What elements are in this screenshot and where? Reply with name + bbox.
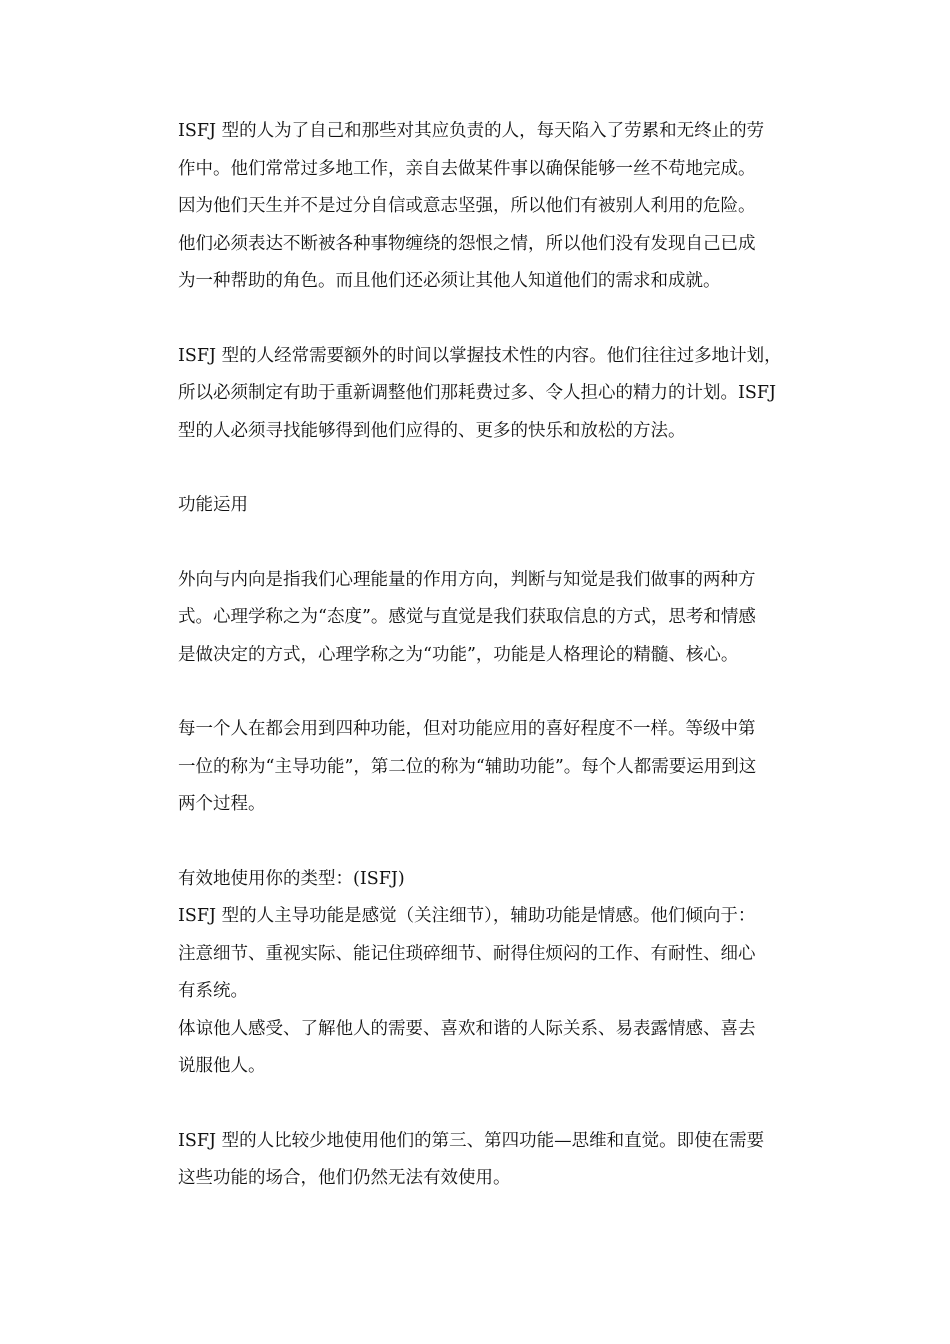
paragraph-spacer: [178, 450, 812, 487]
text-line: 型的人必须寻找能够得到他们应得的、更多的快乐和放松的方法。: [178, 420, 686, 441]
text-line: 每一个人在都会用到四种功能，但对功能应用的喜好程度不一样。等级中第: [178, 719, 756, 739]
paragraph-isfj-planning: [178, 338, 812, 451]
paragraph-effective-use: [178, 861, 812, 1086]
paragraph-spacer: [178, 1086, 812, 1123]
document-body: [178, 113, 812, 1198]
text-line: 功能运用: [178, 495, 248, 515]
text-line: ISFJ 型的人比较少地使用他们的第三、第四功能—思维和直觉。即使在需要: [178, 1130, 765, 1151]
text-line: 因为他们天生并不是过分自信或意志坚强，所以他们有被别人利用的危险。: [178, 196, 756, 216]
text-line: 一位的称为“主导功能”，第二位的称为“辅助功能”。每个人都需要运用到这: [178, 756, 757, 777]
text-line: 说服他人。: [178, 1056, 266, 1076]
text-line: 是做决定的方式，心理学称之为“功能”，功能是人格理论的精髓、核心。: [178, 644, 739, 665]
text-line: 外向与内向是指我们心理能量的作用方向，判断与知觉是我们做事的两种方: [178, 569, 756, 590]
text-line: 注意细节、重视实际、能记住琐碎细节、耐得住烦闷的工作、有耐性、细心: [178, 943, 756, 964]
text-line: 这些功能的场合，他们仍然无法有效使用。: [178, 1168, 511, 1188]
paragraph-third-fourth-functions: [178, 1123, 812, 1198]
text-line: 作中。他们常常过多地工作，亲自去做某件事以确保能够一丝不苟地完成。: [178, 158, 756, 179]
paragraph-attitudes-functions: [178, 562, 812, 675]
text-line: 有效地使用你的类型：(ISFJ): [178, 868, 405, 889]
text-line: 为一种帮助的角色。而且他们还必须让其他人知道他们的需求和成就。: [178, 271, 721, 291]
text-line: 他们必须表达不断被各种事物缠绕的怨恨之情，所以他们没有发现自己已成: [178, 233, 756, 254]
text-line: ISFJ 型的人经常需要额外的时间以掌握技术性的内容。他们往往过多地计划，: [178, 345, 782, 366]
section-heading-functions: [178, 487, 812, 525]
paragraph-isfj-workload: [178, 113, 812, 301]
paragraph-spacer: [178, 674, 812, 711]
paragraph-spacer: [178, 824, 812, 861]
paragraph-spacer: [178, 525, 812, 562]
text-line: 体谅他人感受、了解他人的需要、喜欢和谐的人际关系、易表露情感、喜去: [178, 1018, 756, 1039]
text-line: 有系统。: [178, 981, 248, 1001]
text-line: ISFJ 型的人主导功能是感觉（关注细节），辅助功能是情感。他们倾向于：: [178, 906, 756, 926]
text-line: 式。心理学称之为“态度”。感觉与直觉是我们获取信息的方式，思考和情感: [178, 607, 756, 627]
paragraph-spacer: [178, 301, 812, 338]
text-line: ISFJ 型的人为了自己和那些对其应负责的人，每天陷入了劳累和无终止的劳: [178, 121, 765, 141]
text-line: 两个过程。: [178, 794, 266, 814]
paragraph-dominant-auxiliary: [178, 711, 812, 824]
text-line: 所以必须制定有助于重新调整他们那耗费过多、令人担心的精力的计划。ISFJ: [178, 383, 777, 403]
